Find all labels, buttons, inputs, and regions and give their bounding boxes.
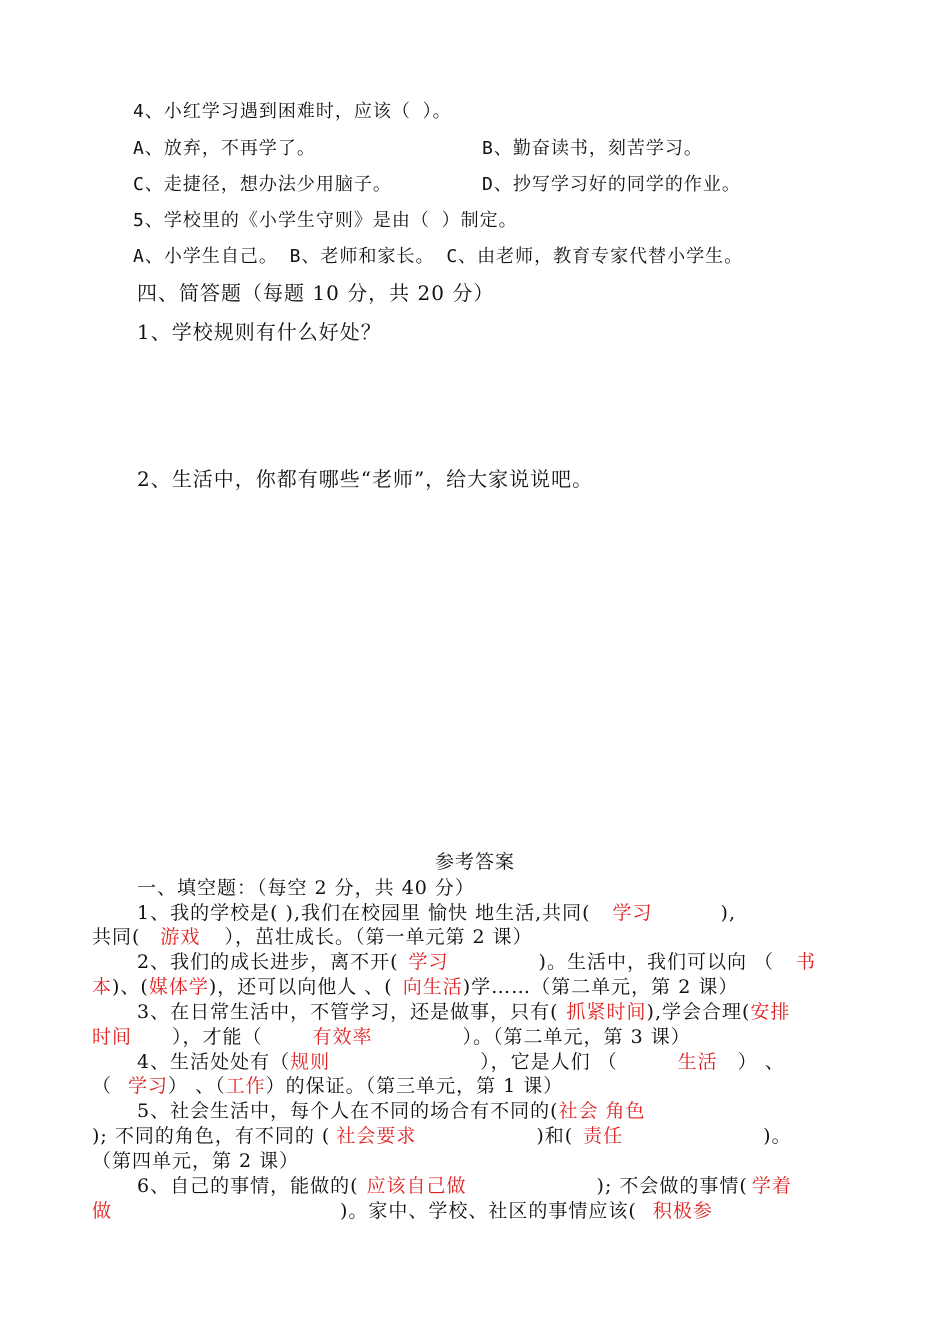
answer-value: 做	[92, 1200, 113, 1222]
section-title: 四、简答题（每题 10 分，共 20 分）	[137, 281, 495, 305]
q5-options: A、小学生自己。 B、老师和家长。 C、由老师，教育专家代替小学生。	[133, 246, 744, 267]
answer-value: 游戏	[160, 926, 201, 948]
answer-value: 生活	[677, 1051, 718, 1073]
answer-value: 书	[795, 951, 816, 973]
answer-value: 学习	[612, 902, 653, 924]
answer-heading: 参考答案	[434, 851, 515, 873]
answer-value: 责任	[583, 1125, 624, 1147]
answer-value: 社会要求	[336, 1125, 417, 1147]
q5-stem: 5、学校里的《小学生守则》是由（ ）制定。	[133, 210, 518, 231]
answer-value: 安排	[750, 1001, 791, 1023]
answer-value: 本	[92, 976, 113, 998]
answer-line: 1、我的学校是( ),我们在校园里 愉快 地生活,共同( 学习 ),	[137, 902, 736, 924]
answer-value: 学习	[408, 951, 449, 973]
answer-value: 时间	[92, 1026, 133, 1048]
answer-value: 有效率	[312, 1026, 373, 1048]
short-question-1: 1、学校规则有什么好处？	[137, 320, 382, 344]
answer-value: 规则	[290, 1051, 331, 1073]
answer-line: 做 )。家中、学校、社区的事情应该( 积极参	[92, 1200, 713, 1222]
answer-line: 4、生活处处有（规则 ），它是人们 （ 生活 ） 、	[137, 1051, 785, 1073]
answer-line: 共同( 游戏 ），茁壮成长。（第一单元第 2 课）	[92, 926, 533, 948]
answer-value: 媒体学	[148, 976, 209, 998]
answer-line: ); 不同的角色，有不同的 ( 社会要求 )和( 责任 )。	[92, 1125, 792, 1147]
q4-option-a: A、放弃，不再学了。	[133, 138, 316, 159]
answer-line: 6、自己的事情，能做的( 应该自己做 ); 不会做的事情( 学着	[137, 1175, 792, 1197]
q4-stem: 4、小红学习遇到困难时，应该（ ）。	[133, 101, 452, 122]
answer-line: （ 学习） 、（工作）的保证。（第三单元，第 1 课）	[92, 1075, 564, 1097]
answer-value: 社会 角色	[558, 1100, 646, 1122]
answer-value: 工作	[225, 1075, 266, 1097]
answer-value: 向生活	[402, 976, 463, 998]
answer-line: 2、我们的成长进步，离不开( 学习 )。生活中，我们可以向 （ 书	[137, 951, 816, 973]
answer-value: 学习	[128, 1075, 169, 1097]
answer-line: 本)、(媒体学)，还可以向他人 、( 向生活)学……（第二单元，第 2 课）	[92, 976, 739, 998]
fill-section-title: 一、填空题：（每空 2 分，共 40 分）	[137, 877, 475, 899]
answer-value: 应该自己做	[366, 1175, 467, 1197]
answer-value: 积极参	[652, 1200, 713, 1222]
q4-option-d: D、抄写学习好的同学的作业。	[482, 174, 741, 195]
q4-option-b: B、勤奋读书，刻苦学习。	[482, 138, 703, 159]
answer-value: 抓紧时间	[566, 1001, 647, 1023]
answer-line: 5、社会生活中，每个人在不同的场合有不同的(社会 角色	[137, 1100, 646, 1122]
q4-option-c: C、走捷径，想办法少用脑子。	[133, 174, 392, 195]
answer-value: 学着	[751, 1175, 792, 1197]
answer-line: （第四单元，第 2 课）	[92, 1150, 300, 1172]
short-question-2: 2、生活中，你都有哪些“老师”，给大家说说吧。	[137, 467, 594, 491]
answer-line: 时间 ），才能（ 有效率 ）。（第二单元，第 3 课）	[92, 1026, 691, 1048]
answer-line: 3、在日常生活中，不管学习，还是做事，只有( 抓紧时间),学会合理(安排	[137, 1001, 791, 1023]
